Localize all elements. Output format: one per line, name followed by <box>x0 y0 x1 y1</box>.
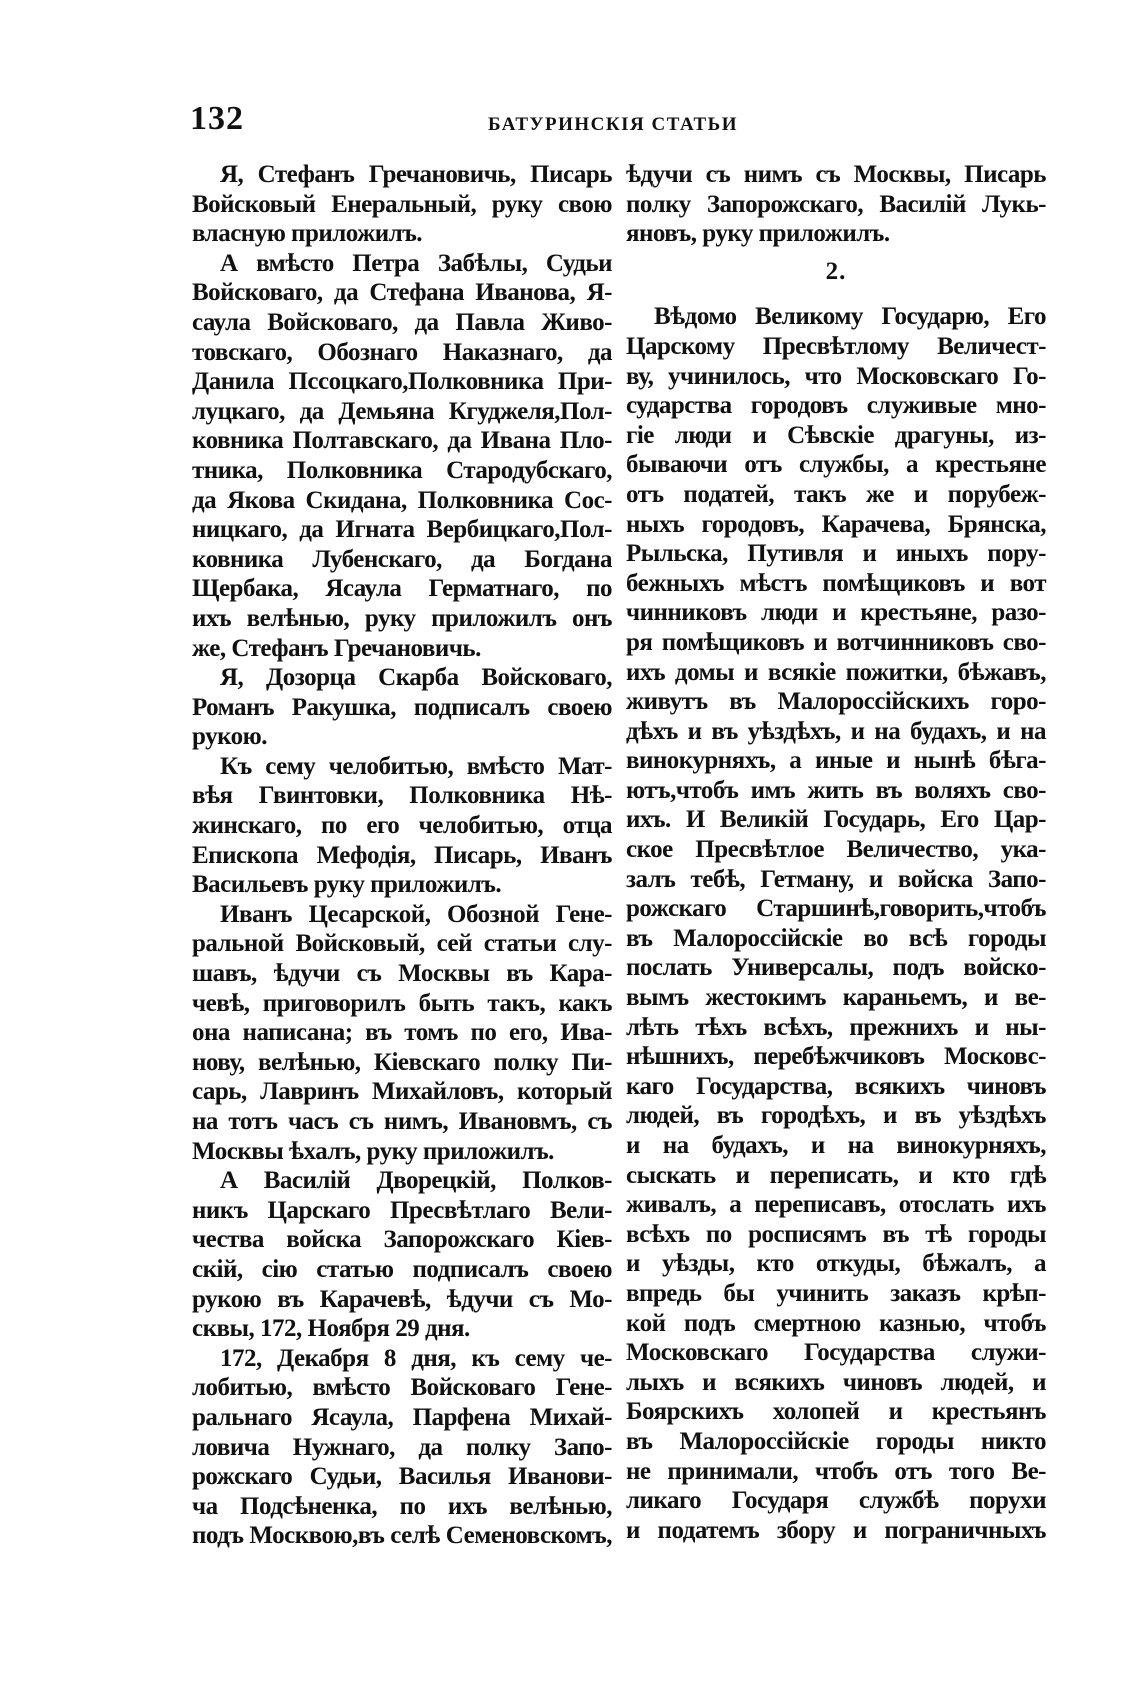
text-line: лыхъ и всякихъ чиновъ людей, и <box>626 1368 1046 1396</box>
text-line: Романъ Ракушка, подписалъ своею <box>192 693 612 721</box>
text-line: въ Малороссійскіе во всѣ городы <box>626 924 1046 952</box>
text-line: шавъ, ѣдучи съ Москвы въ Кара- <box>192 960 612 988</box>
text-line: луцкаго, да Демьяна Кгуджеля,Пол- <box>192 397 612 425</box>
text-line: А Василій Дворецкій, Полков- <box>220 1167 612 1195</box>
text-line: Епископа Мефодія, Писарь, Иванъ <box>192 841 612 869</box>
text-line: не принимали, чтобъ отъ того Ве- <box>626 1457 1046 1485</box>
text-line: ча Подсѣненка, по ихъ велѣнью, <box>192 1492 612 1520</box>
text-line: нову, велѣнью, Кіевскаго полку Пи- <box>192 1048 612 1076</box>
text-line: Иванъ Цесарской, Обозной Гене- <box>220 900 612 928</box>
text-line: Я, Дозорца Скарба Войсковаго, <box>220 664 612 692</box>
text-line: чинниковъ люди и крестьяне, разо- <box>626 599 1046 627</box>
text-line: на тотъ часъ съ нимъ, Ивановмъ, съ <box>192 1108 612 1135</box>
right-column <box>626 160 1046 1545</box>
text-line: послать Универсалы, подъ войско- <box>626 954 1046 982</box>
text-line: Щербака, Ясаула Герматнаго, по <box>192 575 612 603</box>
text-line: рожскаго Старшинѣ,говорить,чтобъ <box>626 895 1046 923</box>
text-line: Васильевъ руку приложилъ. <box>192 871 502 899</box>
text-line: рукою. <box>192 723 268 751</box>
text-line: въ Малороссійскіе городы никто <box>626 1427 1046 1455</box>
text-line: же, Стефанъ Гречановичь. <box>192 634 481 662</box>
text-line: залъ тебѣ, Гетману, и войска Запо- <box>626 865 1046 893</box>
text-line: Рыльска, Путивля и иныхъ пору- <box>626 540 1046 568</box>
text-line: Къ сему челобитью, вмѣсто Мат- <box>220 752 612 780</box>
text-line: ское Пресвѣтлое Величество, ука- <box>626 836 1046 864</box>
text-line: вымъ жестокимъ караньемъ, и ве- <box>626 984 1046 1012</box>
section-number: 2. <box>825 257 847 285</box>
text-line: Вѣдомо Великому Государю, Его <box>654 303 1046 331</box>
text-line: людей, въ городѣхъ, и въ уѣздѣхъ <box>626 1102 1046 1130</box>
text-line: ныхъ городовъ, Карачева, Брянска, <box>626 510 1046 538</box>
text-line: бежныхъ мѣстъ помѣщиковъ и вот <box>626 569 1046 597</box>
text-line: яновъ, руку приложилъ. <box>626 220 890 248</box>
text-line: дѣхъ и въ уѣздѣхъ, и на будахъ, и на <box>626 717 1046 745</box>
text-line: никъ Царскаго Пресвѣтлаго Вели- <box>192 1196 612 1224</box>
page-number: 132 <box>190 100 244 137</box>
text-line: ковника Полтавскаго, да Ивана Пло- <box>192 427 612 455</box>
text-line: гіе люди и Сѣвскіе драгуны, из- <box>626 421 1046 449</box>
text-line: она написана; въ томъ по его, Ива- <box>192 1019 612 1047</box>
text-line: лобитью, вмѣсто Войсковаго Гене- <box>192 1374 612 1402</box>
text-line: скій, сію статью подписалъ своею <box>192 1255 612 1283</box>
text-line: 172, Декабря 8 дня, къ сему че- <box>220 1344 612 1372</box>
text-line: ральной Войсковый, сей статьи слу- <box>192 930 612 958</box>
text-line: ихъ домы и всякіе пожитки, бѣжавъ, <box>626 658 1046 686</box>
text-line: живалъ, а переписавъ, отослать ихъ <box>626 1191 1046 1219</box>
text-line: Я, Стефанъ Гречановичь, Писарь <box>220 161 612 188</box>
text-line: полку Запорожскаго, Василій Лукь- <box>626 190 1046 218</box>
text-line: ральнаго Ясаула, Парфена Михай- <box>192 1403 612 1431</box>
right-column-top-text <box>626 160 1046 249</box>
text-line: Царскому Пресвѣтлому Величест- <box>626 332 1046 360</box>
text-line: каго Государства, всякихъ чиновъ <box>626 1072 1046 1100</box>
text-line: и уѣзды, кто откуды, бѣжалъ, а <box>626 1250 1046 1278</box>
text-line: ловича Нужнаго, да полку Запо- <box>192 1433 612 1461</box>
text-line: Москвы ѣхалъ, руку приложилъ. <box>192 1137 554 1165</box>
text-line: подъ Москвою,въ селѣ Семеновскомъ, <box>192 1522 612 1550</box>
text-line: тника, Полковника Стародубскаго, <box>192 456 612 484</box>
text-line: ихъ велѣнью, руку приложилъ онъ <box>192 604 612 632</box>
text-line: ѣдучи съ нимъ съ Москвы, Писарь <box>626 161 1046 188</box>
text-line: нѣшнихъ, перебѣжчиковъ Московс- <box>626 1043 1046 1071</box>
text-line: саула Войсковаго, да Павла Живо- <box>192 308 612 336</box>
text-line: сквы, 172, Ноября 29 дня. <box>192 1315 470 1343</box>
text-line: чевѣ, приговорилъ быть такъ, какъ <box>192 989 612 1017</box>
text-line: товскаго, Обознаго Наказнаго, да <box>192 338 612 366</box>
text-line: и на будахъ, и на винокурняхъ, <box>626 1132 1046 1159</box>
text-line: да Якова Скидана, Полковника Сос- <box>192 486 612 514</box>
text-line: ницкаго, да Игната Вербицкаго,Пол- <box>192 516 612 544</box>
text-line: ликаго Государя службѣ порухи <box>626 1487 1046 1515</box>
text-line: жинскаго, по его челобитью, отца <box>192 812 612 840</box>
text-line: чества войска Запорожскаго Кіев- <box>192 1226 612 1254</box>
text-line: сыскать и переписать, и кто гдѣ <box>626 1161 1046 1189</box>
text-line: Боярскихъ холопей и крестьянъ <box>626 1398 1046 1426</box>
text-line: ютъ,чтобъ имъ жить въ воляхъ сво- <box>626 776 1046 804</box>
left-column <box>192 160 612 1551</box>
text-line: Войсковаго, да Стефана Иванова, Я- <box>192 279 612 307</box>
text-line: ковника Лубенскаго, да Богдана <box>192 545 612 573</box>
text-line: Данила Пссоцкаго,Полковника При- <box>192 368 612 396</box>
text-line: ву, учинилось, что Московскаго Го- <box>626 362 1046 390</box>
text-line: сарь, Лавринъ Михайловъ, который <box>192 1078 612 1106</box>
running-head: БАТУРИНСКІЯ СТАТЬИ <box>488 114 739 135</box>
text-line: отъ податей, такъ же и порубеж- <box>626 480 1046 508</box>
text-line: сударства городовъ служивые мно- <box>626 392 1046 420</box>
text-line: А вмѣсто Петра Забѣлы, Судьи <box>220 249 612 277</box>
text-line: лѣть тѣхъ всѣхъ, прежнихъ и ны- <box>626 1013 1046 1041</box>
text-line: власную приложилъ. <box>192 220 423 248</box>
text-line: всѣхъ по росписямъ въ тѣ городы <box>626 1220 1046 1248</box>
text-line: Войсковый Енеральный, руку свою <box>192 190 612 218</box>
text-line: и податемъ збору и пограничныхъ <box>626 1516 1046 1544</box>
text-line: кой подъ смертною казнью, чтобъ <box>626 1309 1046 1337</box>
text-line: рожскаго Судьи, Василья Иванови- <box>192 1463 612 1491</box>
text-line: впредь бы учинить заказъ крѣп- <box>626 1279 1046 1307</box>
text-line: рукою въ Карачевѣ, ѣдучи съ Мо- <box>192 1285 612 1313</box>
text-line: бываючи отъ службы, а крестьяне <box>626 451 1046 479</box>
text-line: ихъ. И Великій Государь, Его Цар- <box>626 806 1046 834</box>
right-column-body-text <box>626 302 1046 1545</box>
text-line: вѣя Гвинтовки, Полковника Нѣ- <box>192 782 612 810</box>
text-line: ря помѣщиковъ и вотчинниковъ сво- <box>626 628 1046 656</box>
text-line: живутъ въ Малороссійскихъ горо- <box>626 688 1046 716</box>
text-line: Московскаго Государства служи- <box>626 1339 1046 1367</box>
text-line: винокурняхъ, а иные и нынѣ бѣга- <box>626 747 1046 775</box>
